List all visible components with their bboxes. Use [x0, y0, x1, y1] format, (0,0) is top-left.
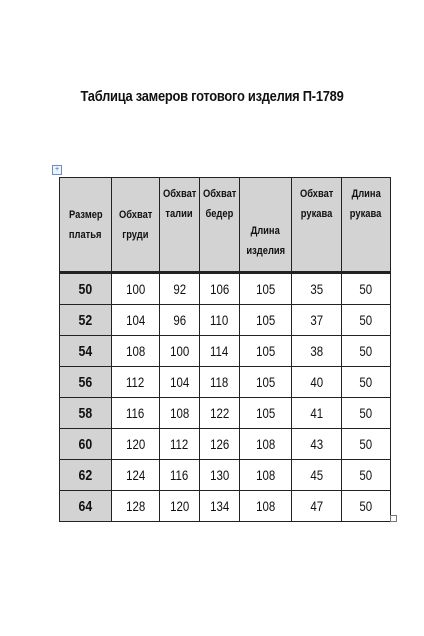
header-line: талии — [165, 208, 194, 220]
cell-value: 47 — [310, 498, 323, 514]
value-cell — [292, 336, 342, 367]
value-cell — [200, 367, 240, 398]
cell-value: 108 — [169, 405, 190, 421]
value-cell — [292, 429, 342, 460]
value-cell — [342, 367, 391, 398]
header-line: бедер — [205, 208, 234, 220]
header-cell-chest — [112, 178, 160, 273]
size-cell — [60, 273, 112, 305]
value-cell — [200, 336, 240, 367]
header-line: рукава — [350, 208, 382, 220]
table-row — [60, 491, 391, 522]
value-cell — [292, 460, 342, 491]
cell-value: 120 — [125, 436, 146, 452]
cell-value: 58 — [78, 404, 93, 422]
table-row — [60, 305, 391, 336]
cell-value: 108 — [125, 343, 146, 359]
value-cell — [112, 398, 160, 429]
size-cell — [60, 429, 112, 460]
cell-value: 114 — [210, 343, 229, 359]
cell-value: 112 — [170, 436, 189, 452]
header-line: Длина — [250, 225, 281, 237]
cell-value: 37 — [310, 312, 323, 328]
value-cell — [112, 336, 160, 367]
value-cell — [240, 336, 292, 367]
cell-value: 43 — [310, 436, 323, 452]
size-cell — [60, 336, 112, 367]
value-cell — [112, 460, 160, 491]
size-cell — [60, 491, 112, 522]
header-line: Обхват — [162, 188, 197, 200]
cell-value: 41 — [310, 405, 323, 421]
cell-value: 52 — [78, 311, 93, 329]
header-line: рукава — [300, 208, 333, 220]
table-row — [60, 398, 391, 429]
cell-value: 130 — [209, 467, 230, 483]
cell-value: 50 — [359, 436, 373, 452]
cell-value: 108 — [255, 436, 276, 452]
size-cell — [60, 367, 112, 398]
cell-value: 116 — [126, 405, 145, 421]
cell-value: 38 — [310, 343, 323, 359]
cell-value: 50 — [359, 312, 373, 328]
header-line: груди — [122, 228, 149, 241]
value-cell — [342, 398, 391, 429]
size-cell — [60, 305, 112, 336]
cell-value: 54 — [78, 342, 93, 360]
value-cell — [342, 273, 391, 305]
header-line: Обхват — [202, 188, 237, 200]
header-line: Обхват — [118, 208, 153, 221]
cell-value: 105 — [255, 343, 276, 359]
cell-value: 112 — [126, 374, 145, 390]
cell-value: 108 — [255, 498, 276, 514]
table-resize-handle-icon[interactable] — [390, 515, 397, 522]
cell-value: 116 — [170, 467, 189, 483]
header-cell-sleeve-length — [342, 178, 391, 273]
cell-value: 118 — [210, 374, 229, 390]
value-cell — [292, 491, 342, 522]
cell-value: 50 — [78, 280, 93, 298]
value-cell — [160, 491, 200, 522]
cell-value: 45 — [310, 467, 323, 483]
cell-value: 50 — [359, 281, 373, 297]
value-cell — [292, 398, 342, 429]
cell-value: 110 — [210, 312, 229, 328]
value-cell — [112, 491, 160, 522]
cell-value: 104 — [169, 374, 190, 390]
header-row — [60, 178, 391, 273]
cell-value: 105 — [255, 374, 276, 390]
cell-value: 105 — [255, 405, 276, 421]
value-cell — [200, 491, 240, 522]
cell-value: 60 — [78, 435, 93, 453]
cell-value: 126 — [209, 436, 230, 452]
header-cell-size — [60, 178, 112, 273]
cell-value: 62 — [78, 466, 93, 484]
value-cell — [160, 398, 200, 429]
measurements-table — [59, 177, 391, 522]
value-cell — [160, 367, 200, 398]
cell-value: 64 — [78, 497, 93, 515]
cell-value: 50 — [359, 467, 373, 483]
value-cell — [240, 367, 292, 398]
value-cell — [292, 273, 342, 305]
header-line: Длина — [351, 188, 381, 200]
value-cell — [200, 429, 240, 460]
value-cell — [160, 336, 200, 367]
value-cell — [200, 460, 240, 491]
header-line: Размер — [68, 208, 103, 221]
table-row — [60, 429, 391, 460]
cell-value: 100 — [125, 281, 146, 297]
cell-value: 50 — [359, 405, 373, 421]
cell-value: 106 — [209, 281, 230, 297]
cell-value: 35 — [310, 281, 323, 297]
header-cell-length — [240, 178, 292, 273]
cell-value: 96 — [173, 312, 186, 328]
header-line: платья — [69, 228, 102, 241]
value-cell — [112, 273, 160, 305]
value-cell — [342, 460, 391, 491]
header-cell-waist — [160, 178, 200, 273]
value-cell — [342, 429, 391, 460]
header-line: изделия — [246, 245, 285, 257]
size-cell — [60, 398, 112, 429]
document-title: Таблица замеров готового изделия П-1789 — [80, 88, 344, 105]
value-cell — [240, 460, 292, 491]
value-cell — [160, 273, 200, 305]
cell-value: 105 — [255, 281, 276, 297]
value-cell — [200, 305, 240, 336]
value-cell — [200, 398, 240, 429]
value-cell — [160, 460, 200, 491]
value-cell — [112, 305, 160, 336]
header-cell-sleeve-girth — [292, 178, 342, 273]
cell-value: 108 — [255, 467, 276, 483]
value-cell — [240, 305, 292, 336]
value-cell — [342, 336, 391, 367]
cell-value: 124 — [125, 467, 146, 483]
cell-value: 120 — [169, 498, 190, 514]
value-cell — [240, 491, 292, 522]
header-cell-hips — [200, 178, 240, 273]
table-row — [60, 336, 391, 367]
value-cell — [112, 367, 160, 398]
cell-value: 40 — [310, 374, 323, 390]
table-move-handle-icon[interactable]: + — [52, 165, 62, 175]
cell-value: 50 — [359, 498, 373, 514]
value-cell — [240, 273, 292, 305]
value-cell — [160, 429, 200, 460]
table-row — [60, 273, 391, 305]
value-cell — [160, 305, 200, 336]
cell-value: 104 — [125, 312, 146, 328]
cell-value: 100 — [169, 343, 190, 359]
value-cell — [342, 491, 391, 522]
value-cell — [200, 273, 240, 305]
cell-value: 50 — [359, 374, 373, 390]
cell-value: 105 — [255, 312, 276, 328]
cell-value: 50 — [359, 343, 373, 359]
table-row — [60, 367, 391, 398]
value-cell — [240, 429, 292, 460]
value-cell — [342, 305, 391, 336]
value-cell — [240, 398, 292, 429]
value-cell — [112, 429, 160, 460]
header-line: Обхват — [299, 188, 334, 200]
size-cell — [60, 460, 112, 491]
cell-value: 92 — [173, 281, 186, 297]
cell-value: 134 — [209, 498, 230, 514]
cell-value: 56 — [78, 373, 93, 391]
cell-value: 122 — [209, 405, 230, 421]
table-row — [60, 460, 391, 491]
value-cell — [292, 367, 342, 398]
cell-value: 128 — [125, 498, 146, 514]
value-cell — [292, 305, 342, 336]
